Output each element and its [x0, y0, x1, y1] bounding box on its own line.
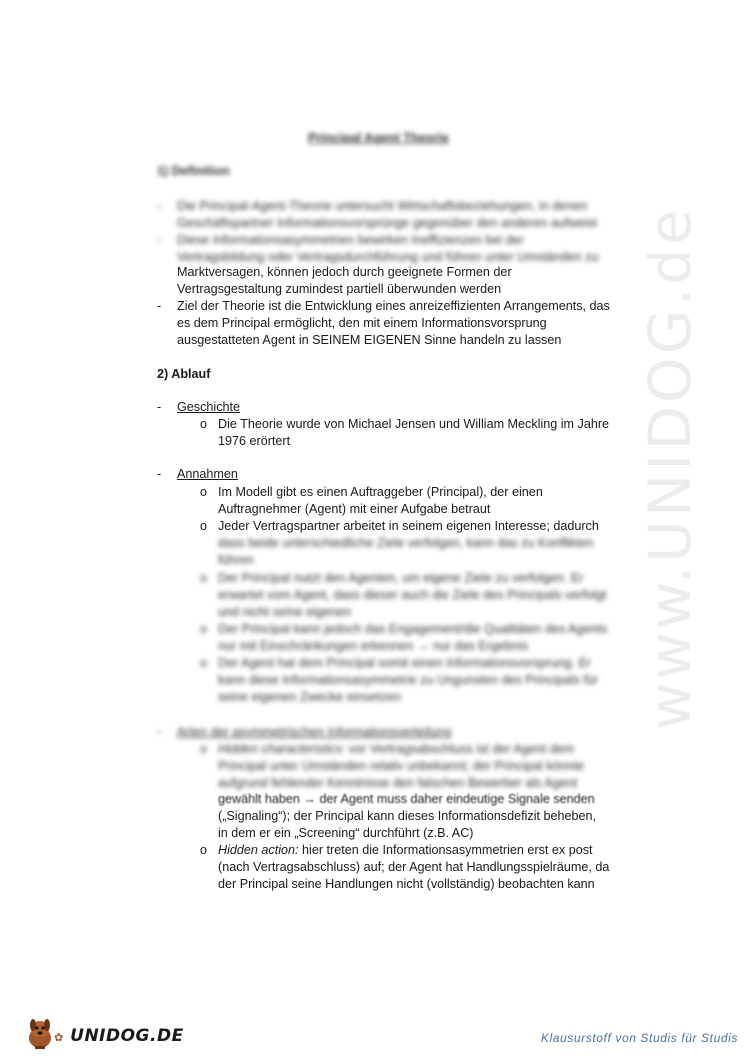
definition-text-line: Marktversagen, können jedoch durch geeignete Formen der	[177, 265, 512, 279]
definition-text-line: Diese Informationsasymmetrien bewirken Ineffizienzen bei der	[177, 233, 524, 247]
definition-text-line: Vertragsbildung oder Vertragsdurchführung und führen unter Umständen zu	[177, 250, 599, 264]
arten-text-line: aufgrund fehlender Kenntnisse den falschen Bewerber als Agent	[218, 776, 578, 790]
annahmen-text-line: Im Modell gibt es einen Auftraggeber (Principal), der einen	[218, 485, 543, 499]
dash-marker: -	[157, 199, 162, 213]
footer-brand-label: UNIDOG.DE	[70, 1026, 184, 1046]
dash-marker: -	[157, 467, 162, 481]
definition-text-line: es dem Principal ermöglicht, den mit einem Informationsvorsprung	[177, 316, 547, 330]
geschichte-text-line: 1976 erörtert	[218, 434, 291, 448]
arten-text-line: gewählt haben → der Agent muss daher eindeutige Signale senden	[218, 792, 595, 806]
annahmen-text-line: Auftragnehmer (Agent) mit einer Aufgabe betraut	[218, 502, 491, 516]
definition-text-line: Vertragsgestaltung zumindest partiell überwunden werden	[177, 282, 502, 296]
annahmen-text-line: kann diese Informationsasymmetrie zu Ungunsten des Principals für	[218, 673, 599, 687]
dash-marker: -	[157, 233, 162, 247]
definition-text-line: Die Principal-Agent-Theorie untersucht Wirtschaftsbeziehungen, in denen	[177, 199, 588, 213]
definition-text-line: ausgestatteten Agent in SEINEM EIGENEN Sinne handeln zu lassen	[177, 333, 562, 347]
arten-text-line: in dem er ein „Screening“ durchführt (z.B. AC)	[218, 826, 474, 840]
circle-bullet: o	[200, 656, 208, 670]
section-heading-definition: 1) Definition	[157, 164, 230, 178]
annahmen-text-line: seine eigenen Zwecke einsetzen	[218, 690, 401, 704]
footer-tagline: Klausurstoff von Studis für Studis	[540, 1031, 738, 1045]
annahmen-text-line: führen	[218, 553, 254, 567]
circle-bullet: o	[200, 843, 208, 857]
circle-bullet: o	[200, 742, 208, 756]
subheading-annahmen: Annahmen	[177, 467, 238, 481]
dash-marker: -	[157, 400, 162, 414]
subheading-arten: Arten der asymmetrischen Informationsverteilung	[177, 725, 452, 739]
annahmen-text-line: und nicht seine eigenen	[218, 605, 352, 619]
circle-bullet: o	[200, 622, 208, 636]
footer-brand[interactable]	[54, 1026, 184, 1046]
arten-text-line: Hidden characteristics: vor Vertragsabschluss ist der Agent dem	[218, 742, 575, 756]
geschichte-text-line: Die Theorie wurde von Michael Jensen und William Meckling im Jahre	[218, 417, 610, 431]
annahmen-text-line: Der Principal kann jedoch das Engagement/die Qualitäten des Agents	[218, 622, 608, 636]
circle-bullet: o	[200, 417, 208, 431]
arten-text-line: Hidden action: hier treten die Informationsasymmetrien erst ex post	[218, 843, 593, 857]
circle-bullet: o	[200, 519, 208, 533]
annahmen-text-line: Jeder Vertragspartner arbeitet in seinem eigenen Interesse; dadurch	[218, 519, 599, 533]
definition-text-line: Ziel der Theorie ist die Entwicklung eines anreizeffizienten Arrangements, das	[177, 299, 610, 313]
arten-text-line: Principal unter Umständen relativ unbekannt; der Principal könnte	[218, 759, 585, 773]
definition-text-line: Geschäftspartner Informationsvorsprünge gegenüber den anderen aufweist	[177, 216, 598, 230]
circle-bullet: o	[200, 485, 208, 499]
dash-marker: -	[157, 299, 162, 313]
annahmen-text-line: nur mit Einschränkungen erkennen → nur das Ergebnis	[218, 639, 529, 653]
circle-bullet: o	[200, 571, 208, 585]
arten-text-line: (nach Vertragsabschluss) auf; der Agent hat Handlungsspielräume, da	[218, 860, 610, 874]
dog-logo-icon	[24, 1016, 56, 1050]
annahmen-text-line: Der Agent hat dem Principal somit einen Informationsvorsprung. Er	[218, 656, 592, 670]
paw-icon: ✿	[54, 1031, 64, 1044]
arten-text-line: („Signaling“); der Principal kann dieses Informationsdefizit beheben,	[218, 809, 597, 823]
annahmen-text-line: Der Principal nutzt den Agenten, um eigene Ziele zu verfolgen. Er	[218, 571, 584, 585]
annahmen-text-line: dass beide unterschiedliche Ziele verfolgen, kann das zu Konflikten	[218, 536, 594, 550]
document-title: Principal Agent Theorie	[308, 131, 449, 145]
subheading-geschichte: Geschichte	[177, 400, 240, 414]
annahmen-text-line: erwartet vom Agent, dass dieser auch die Ziele des Principals verfolgt	[218, 588, 607, 602]
dash-marker: -	[157, 725, 162, 739]
watermark-text: www.UNIDOG.de	[636, 206, 704, 730]
section-heading-ablauf: 2) Ablauf	[157, 367, 211, 381]
arten-text-line: der Principal seine Handlungen nicht (vollständig) beobachten kann	[218, 877, 595, 891]
